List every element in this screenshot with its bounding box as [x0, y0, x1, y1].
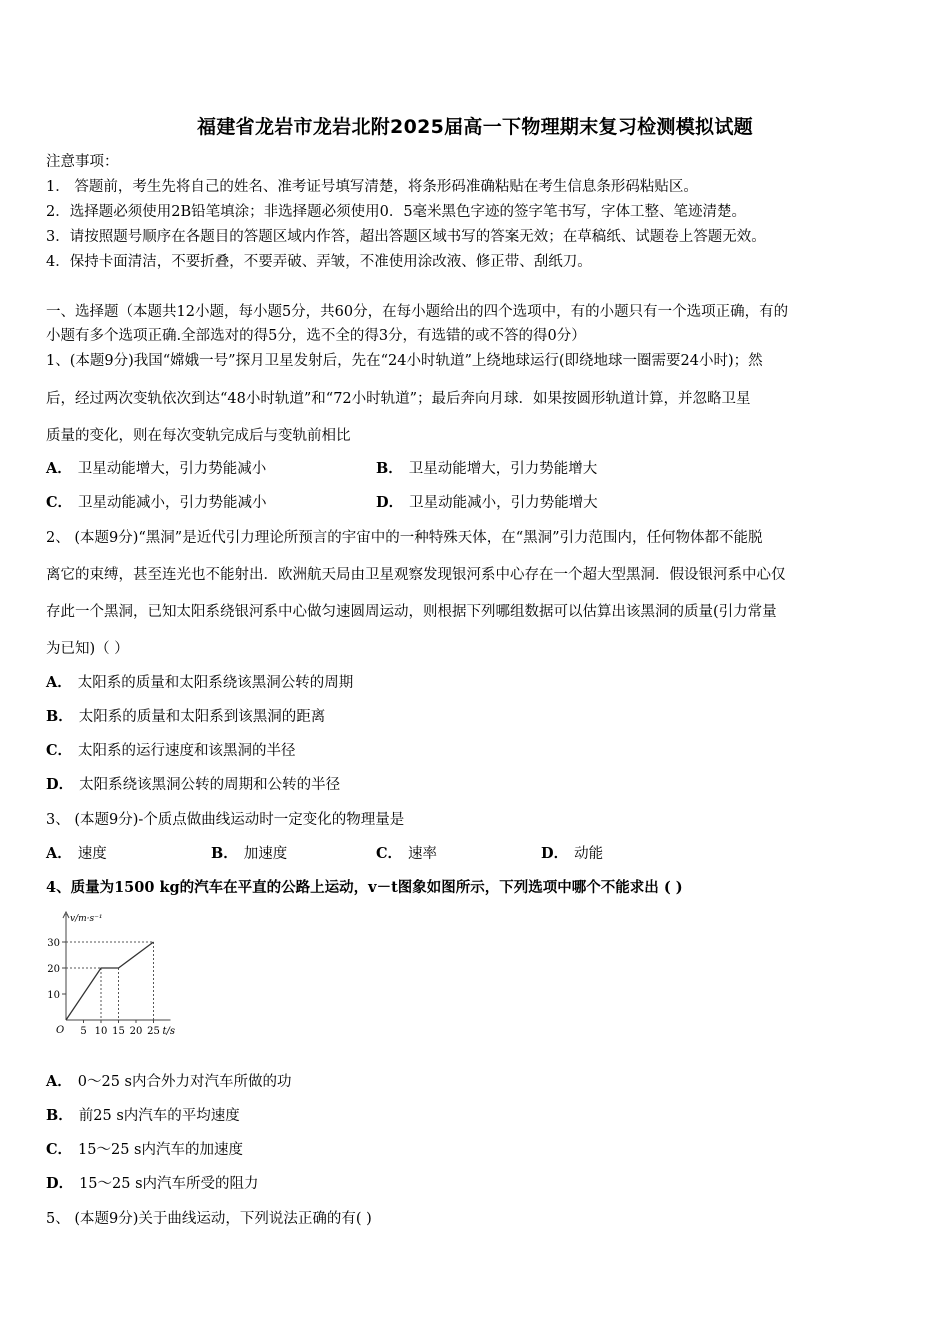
option-label: C．	[376, 845, 403, 862]
option-text: 加速度	[243, 846, 288, 862]
notice-item-4: 4．保持卡面清洁，不要折叠，不要弄破、弄皱，不准使用涂改液、修正带、刮纸刀。	[46, 254, 592, 270]
notice-item-3: 3．请按照题号顺序在各题目的答题区域内作答，超出答题区域书写的答案无效；在草稿纸、试题卷上答题无效。	[46, 229, 766, 245]
notice-heading: 注意事项：	[46, 154, 119, 170]
option-label: B．	[376, 460, 403, 477]
y-tick-label: 20	[47, 964, 60, 975]
q1-line-1: 1、(本题9分)我国“嫦娥一号”探月卫星发射后，先在“24小时轨道”上绕地球运行(即绕地球一圈需要24小时)；然	[46, 353, 763, 369]
q1-option-b[interactable]	[376, 459, 597, 479]
y-tick-label: 10	[47, 990, 60, 1001]
option-label: A．	[46, 845, 72, 862]
section-heading-line-1: 一、选择题（本题共12小题，每小题5分，共60分，在每小题给出的四个选项中，有的小题只有一个选项正确，有的	[46, 304, 789, 320]
q2-line-1: 2、 (本题9分)“黑洞”是近代引力理论所预言的宇宙中的一种特殊天体，在“黑洞”引力范围内，任何物体都不能脱	[46, 530, 763, 546]
q2-option-d[interactable]	[46, 775, 340, 795]
option-label: B．	[46, 1107, 73, 1124]
q4-option-a[interactable]	[46, 1072, 292, 1092]
y-tick-label: 30	[47, 938, 60, 949]
x-tick-label: 25	[147, 1026, 160, 1037]
q3-line-1: 3、 (本题9分)-个质点做曲线运动时一定变化的物理量是	[46, 812, 405, 828]
q2-line-3: 存此一个黑洞，已知太阳系绕银河系中心做匀速圆周运动，则根据下列哪组数据可以估算出该黑洞的质量(引力常量	[46, 604, 777, 620]
notice-item-2: 2．选择题必须使用2B铅笔填涂；非选择题必须使用0．5毫米黑色字迹的签字笔书写，字体工整、笔迹清楚。	[46, 204, 747, 220]
option-label: B．	[46, 708, 73, 725]
option-text: 15～25 s内汽车所受的阻力	[79, 1176, 259, 1192]
option-text: 太阳系的质量和太阳系到该黑洞的距离	[78, 709, 326, 725]
q1-option-a[interactable]	[46, 459, 266, 479]
page-title: 福建省龙岩市龙岩北附2025届高一下物理期末复习检测模拟试题	[197, 116, 753, 138]
q1-line-2: 后，经过两次变轨依次到达“48小时轨道”和“72小时轨道”；最后奔向月球．如果按圆形轨道计算，并忽略卫星	[46, 391, 751, 407]
q2-line-4: 为已知)（ ）	[46, 641, 129, 657]
option-text: 卫星动能增大，引力势能减小	[77, 461, 267, 477]
option-label: A．	[46, 1073, 72, 1090]
vt-graph	[40, 910, 190, 1040]
option-label: C．	[46, 742, 73, 759]
q4-option-b[interactable]	[46, 1106, 240, 1126]
option-label: A．	[46, 460, 72, 477]
option-label: C．	[46, 494, 73, 511]
q5-line-1: 5、 (本题9分)关于曲线运动，下列说法正确的有( )	[46, 1211, 372, 1227]
q2-option-c[interactable]	[46, 741, 296, 761]
x-axis-label: t/s	[162, 1026, 176, 1037]
option-text: 卫星动能增大，引力势能增大	[408, 461, 598, 477]
q2-option-b[interactable]	[46, 707, 325, 727]
option-text: 卫星动能减小，引力势能增大	[409, 495, 598, 511]
q2-line-2: 离它的束缚，甚至连光也不能射出．欧洲航天局由卫星观察发现银河系中心存在一个超大型黑洞．假设银河系中心仅	[46, 567, 786, 583]
option-text: 前25 s内汽车的平均速度	[78, 1108, 240, 1124]
option-text: 太阳系的运行速度和该黑洞的半径	[78, 743, 296, 759]
option-text: 速率	[408, 846, 438, 862]
q3-option-b[interactable]	[211, 844, 287, 864]
option-label: C．	[46, 1141, 73, 1158]
q3-option-a[interactable]	[46, 844, 107, 864]
q4-line-1: 4、质量为1500 kg的汽车在平直的公路上运动，v－t图象如图所示，下列选项中哪个不能求出 ( )	[46, 879, 683, 896]
option-label: B．	[211, 845, 238, 862]
option-label: D．	[46, 1175, 74, 1192]
option-label: D．	[376, 494, 404, 511]
origin-label: O	[56, 1025, 65, 1036]
option-text: 太阳系的质量和太阳系绕该黑洞公转的周期	[77, 675, 354, 691]
y-axis-label: v/m·s⁻¹	[70, 914, 103, 924]
option-label: A．	[46, 674, 72, 691]
section-heading-line-2: 小题有多个选项正确.全部选对的得5分，选不全的得3分，有选错的或不答的得0分）	[46, 328, 586, 344]
q3-option-c[interactable]	[376, 844, 437, 864]
q3-option-d[interactable]	[541, 844, 603, 864]
x-tick-label: 5	[80, 1026, 87, 1037]
option-text: 15～25 s内汽车的加速度	[78, 1142, 243, 1158]
option-text: 0～25 s内合外力对汽车所做的功	[77, 1074, 292, 1090]
q1-line-3: 质量的变化，则在每次变轨完成后与变轨前相比	[46, 428, 351, 444]
option-text: 动能	[574, 846, 604, 862]
q1-option-d[interactable]	[376, 493, 598, 513]
notice-item-1: 1． 答题前，考生先将自己的姓名、准考证号填写清楚，将条形码准确粘贴在考生信息条形码粘贴区。	[46, 179, 698, 195]
option-text: 速度	[77, 846, 107, 862]
q4-option-d[interactable]	[46, 1174, 259, 1194]
option-label: D．	[46, 776, 74, 793]
q2-option-a[interactable]	[46, 673, 353, 693]
option-text: 卫星动能减小，引力势能减小	[78, 495, 267, 511]
velocity-series-line	[66, 942, 154, 1020]
x-tick-label: 15	[112, 1026, 125, 1037]
q1-option-c[interactable]	[46, 493, 267, 513]
option-text: 太阳系绕该黑洞公转的周期和公转的半径	[79, 777, 341, 793]
x-tick-label: 10	[94, 1026, 108, 1037]
option-label: D．	[541, 845, 569, 862]
x-tick-label: 20	[129, 1026, 143, 1037]
q4-option-c[interactable]	[46, 1140, 243, 1160]
